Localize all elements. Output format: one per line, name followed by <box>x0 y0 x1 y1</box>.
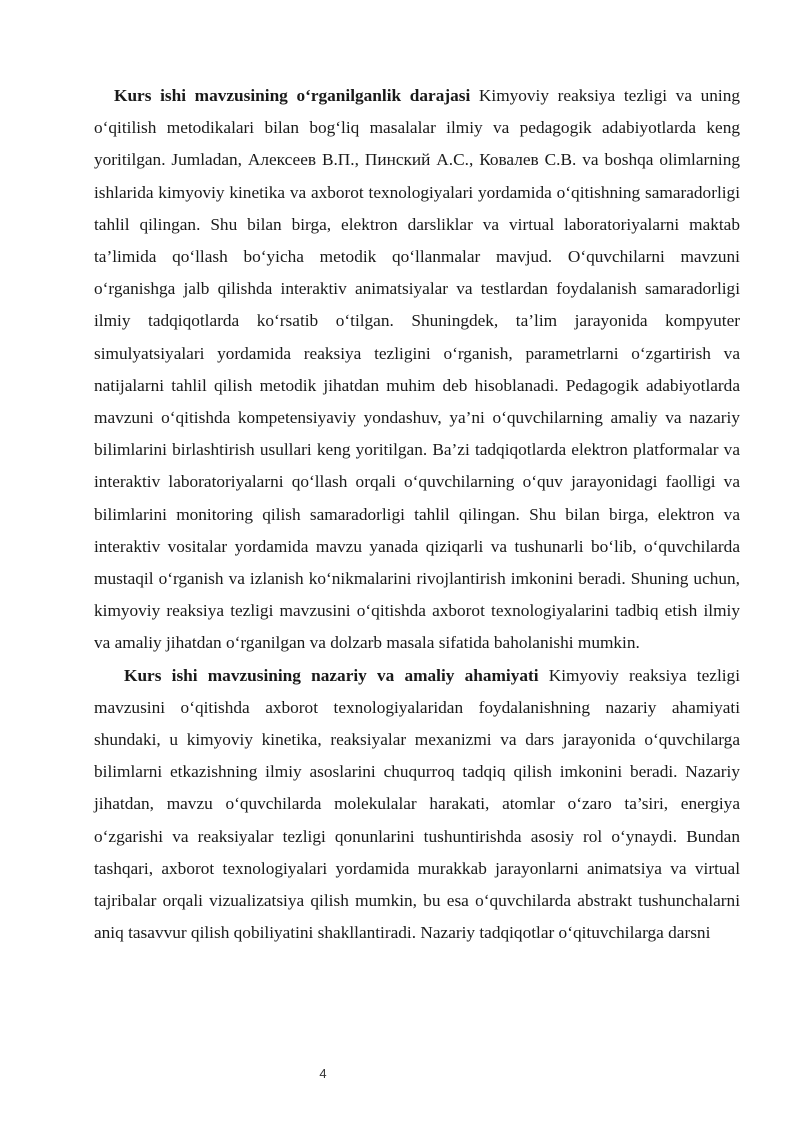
paragraph-study-level <box>94 80 740 660</box>
document-body <box>94 80 740 949</box>
paragraph-significance <box>94 660 740 950</box>
paragraph-text-significance: Kimyoviy reaksiya tezligi mavzusini o‘qitishda axborot texnologiyalaridan foydalanishning nazariy ahamiyati shundaki, u kimyoviy kinetika, reaksiyalar mexanizmi va dars jarayonida o‘quvchilarga bilimlarni etkazishning ilmiy asoslarini chuqurroq tadqiq qilish imkonini beradi. Nazariy jihatdan, mavzu o‘quvchilarda molekulalar harakati, atomlar o‘zaro ta’siri, energiya o‘zgarishi va reaksiyalar tezligi qonunlarini tushuntirishda asosiy rol o‘ynaydi. Bundan tashqari, axborot texnologiyalari yordamida murakkab jarayonlarni animatsiya va virtual tajribalar orqali vizualizatsiya qilish mumkin, bu esa o‘quvchilarda abstrakt tushunchalarni aniq tasavvur qilish qobiliyatini shakllantiradi. Nazariy tadqiqotlar o‘qituvchilarga darsni <box>94 665 740 943</box>
paragraph-text-study-level: Kimyoviy reaksiya tezligi va uning o‘qitilish metodikalari bilan bog‘liq masalalar ilmiy va pedagogik adabiyotlarda keng yoritilgan. Jumladan, Алексеев В.П., Пинский А.С., Ковалев С.В. va boshqa olimlarning ishlarida kimyoviy kinetika va axborot texnologiyalari yordamida o‘qitishning samaradorligi tahlil qilingan. Shu bilan birga, elektron darsliklar va virtual laboratoriyalarni maktab ta’limida qo‘llash bo‘yicha metodik qo‘llanmalar mavjud. O‘quvchilarni mavzuni o‘rganishga jalb qilishda interaktiv animatsiyalar va testlardan foydalanish samaradorligi ilmiy tadqiqotlarda ko‘rsatib o‘tilgan. Shuningdek, ta’lim jarayonida kompyuter simulyatsiyalari yordamida reaksiya tezligini o‘rganish, parametrlarni o‘zgartirish va natijalarni tahlil qilish metodik jihatdan muhim deb hisoblanadi. Pedagogik adabiyotlarda mavzuni o‘qitishda kompetensiyaviy yondashuv, ya’ni o‘quvchilarning amaliy va nazariy bilimlarini birlashtirish usullari keng yoritilgan. Ba’zi tadqiqotlarda elektron platformalar va interaktiv laboratoriyalarni qo‘llash orqali o‘quvchilarning o‘quv jarayonidagi faolligi va bilimlarini monitoring qilish samaradorligi tahlil qilingan. Shu bilan birga, elektron va interaktiv vositalar yordamida mavzu yanada qiziqarli va tushunarli bo‘lib, o‘quvchilarda mustaqil o‘rganish va izlanish ko‘nikmalarini rivojlantirish imkonini beradi. Shuning uchun, kimyoviy reaksiya tezligi mavzusini o‘qitishda axborot texnologiyalarini tadbiq etish ilmiy va amaliy jihatdan o‘rganilgan va dolzarb masala sifatida baholanishi mumkin. <box>94 86 741 653</box>
page-number: 4 <box>319 1066 327 1081</box>
section-heading-significance: Kurs ishi mavzusining nazariy va amaliy ahamiyati <box>124 665 539 685</box>
section-heading-study-level: Kurs ishi mavzusining o‘rganilganlik darajasi <box>114 86 471 105</box>
